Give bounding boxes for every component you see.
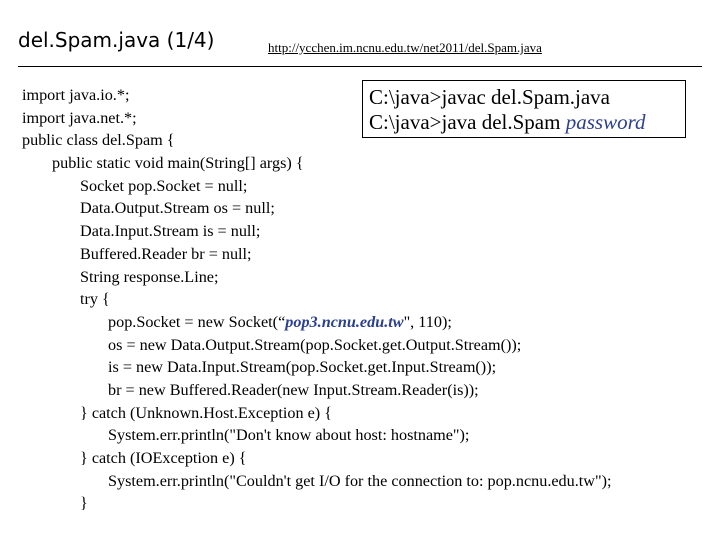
code-line [22, 311, 611, 334]
slide-title: del.Spam.java (1/4) [18, 28, 215, 52]
code-line: import java.net.*; [22, 108, 137, 127]
code-text: ", 110); [403, 312, 452, 331]
password-argument: password [565, 110, 646, 134]
code-line: } catch (IOException e) { [80, 449, 247, 467]
header-divider [18, 66, 702, 67]
source-url-link[interactable]: http://ycchen.im.ncnu.edu.tw/net2011/del.Spam.java [268, 40, 542, 55]
code-line: Buffered.Reader br = null; [80, 244, 252, 263]
code-line: try { [80, 290, 110, 309]
pop-host-literal: pop3.ncnu.edu.tw [285, 312, 404, 331]
code-text: pop.Socket = new Socket(“ [108, 312, 286, 331]
code-line: public class del.Spam { [22, 131, 175, 150]
code-line: } [80, 494, 88, 513]
code-line: is = new Data.Input.Stream(pop.Socket.get.Input.Stream()); [108, 358, 497, 377]
code-line: System.err.println("Couldn't get I/O for the connection to: pop.ncnu.edu.tw"); [108, 471, 612, 490]
compile-command: C:\java>javac del.Spam.java [369, 85, 611, 109]
code-line: br = new Buffered.Reader(new Input.Stream.Reader(is)); [108, 380, 479, 399]
code-line: System.err.println("Don't know about host: hostname"); [108, 426, 470, 445]
code-listing [22, 84, 611, 515]
code-line: Data.Input.Stream is = null; [80, 222, 261, 241]
code-line: import java.io.*; [22, 86, 130, 104]
code-line: Socket pop.Socket = null; [80, 176, 248, 195]
run-command-text: C:\java>java del.Spam [369, 110, 566, 134]
code-line: } catch (Unknown.Host.Exception e) { [80, 403, 332, 422]
code-line: String response.Line; [80, 267, 219, 286]
code-line: Data.Output.Stream os = null; [80, 199, 275, 218]
code-line: os = new Data.Output.Stream(pop.Socket.get.Output.Stream()); [108, 335, 522, 354]
code-line: public static void main(String[] args) { [52, 154, 304, 173]
